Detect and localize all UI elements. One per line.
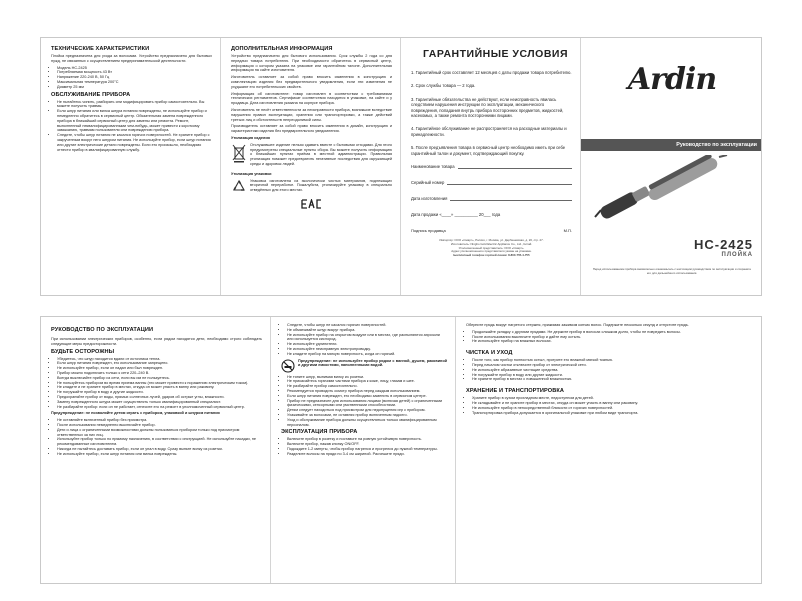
safety-item: • Не используйте прибор, если он падал или был поврежден. [57, 366, 262, 371]
safety-item: • Не разбирайте прибор: если он не работает, отнесите его на ремонт в уполномоченный сервисный центр. [57, 405, 262, 410]
styling-paragraph: Оберните прядь вокруг нагретого стержня, прижимая зажимом кончик волос. Подержите несколько секунд и отпустите прядь. [466, 323, 689, 327]
water-warning-text: Предупреждение: не используйте прибор рядом с ванной, душем, раковиной и другими емкостями, наполненными водой. [298, 358, 447, 368]
safety-item: • Не погружайте прибор в воду и другие жидкости. [57, 390, 262, 395]
precaution-item: • Не используйте удлинители. [287, 342, 447, 347]
spec-item: • Потребляемая мощность 43 Вт [57, 70, 212, 75]
safety-item: • Предохраняйте прибор от воды, прямых солнечных лучей, ударов об острые углы, влажности. [57, 395, 262, 400]
sale-date-field[interactable] [411, 212, 572, 217]
cleaning-list [466, 358, 747, 382]
warning-item: • Никогда не пытайтесь доставать прибор, если он упал в воду. Сразу выньте вилку из розетки. [57, 447, 262, 452]
model-number: HC-2425 [693, 237, 753, 252]
spec-item: • Максимальная температура 200°С [57, 80, 212, 85]
precaution-item: • Если шнур питания поврежден, его необходимо заменить в сервисном центре. [287, 394, 447, 399]
safety-item: • Не пользуйтесь прибором во время приема ванны (это может привести к поражению электрическим током). [57, 381, 262, 386]
safety-item: • Всегда выключайте прибор из сети, если вы им не пользуетесь. [57, 376, 262, 381]
spec-item: • Напряжение 220-240 В, 50 Гц [57, 75, 212, 80]
precaution-item: • Рекомендуется проводить осмотр прибора перед каждым использованием. [287, 389, 447, 394]
precaution-item: • Не тяните шнур, вынимая вилку из розетки. [287, 375, 447, 380]
recycle-text: Отслужившее изделие нельзя сдавать вместе с бытовыми отходами. Для этого предусмотрены специальные пункты сбора. Вы можете получить информацию о ближайших пунктах приёма в местной администрации. Правильная утилизация поможет предотвратить негативные последствия для окружающей среды и здоровья людей. [250, 142, 392, 166]
cover-note: Перед использованием прибора внимательно ознакомьтесь с настоящим руководством по эксплуатации и сохраните его для дальнейшего использования. [592, 267, 752, 275]
extra-p2: Изготовитель оставляет за собой право вносить изменения в конструкцию и комплектацию изделия без предварительного уведомления, если эти изменения не ухудшают его потребительских свойств. [231, 75, 392, 89]
precaution-item: • Детям следует находиться под присмотром для недопущения игр с прибором. [287, 408, 447, 413]
extra-p5: Производитель оставляет за собой право вносить изменения в дизайн, конструкцию и характеристики изделия без предварительного уведомления. [231, 124, 392, 134]
warning-item: • После использования немедленно выключайте прибор. [57, 423, 262, 428]
safety-item: • Прибор можно подключать только к сети 220–240 В. [57, 371, 262, 376]
warning-item: • Не используйте прибор, если шнур питания или вилка повреждены. [57, 452, 262, 457]
address-line: Изготовитель: Ningbo Gold Electric Appliance Co., Ltd., Китай. [450, 241, 533, 246]
safety-item: • Не кладите и не храните прибор в местах, откуда он может упасть в ванну или раковину. [57, 385, 262, 390]
cleaning-title: ЧИСТКА И УХОД [466, 350, 513, 357]
stamp-label: М.П. [563, 228, 572, 234]
precaution-item: • Не используйте неисправную электропроводку. [287, 347, 447, 352]
recycle-title: Утилизация изделия [231, 135, 270, 140]
child-warning-title: Предупреждение: не позволяйте детям играть с прибором, упаковкой и шнуром питания [51, 411, 220, 416]
operation-title: ЭКСПЛУАТАЦИЯ ПРИБОРА [281, 429, 358, 436]
manual-left-column [41, 317, 271, 583]
recycle-icon [231, 179, 247, 195]
styling-item: • Продолжайте укладку с другими прядями. Не держите прибор в волосах слишком долго, чтобы не повредить волосы. [472, 330, 747, 335]
precaution-list [281, 323, 447, 357]
warning-item: • Используйте прибор только по прямому назначению, в соответствии с инструкцией. Не используйте насадки, не рекомендованные изготовителем. [57, 437, 262, 447]
product-name-field[interactable] [411, 164, 572, 169]
manual-right-column [456, 317, 761, 583]
top-page-spread [40, 37, 762, 296]
warranty-item: 3. Гарантийные обязательства не действуют, если неисправность явилась следствием нарушения инструкции по эксплуатации, механического повреждения, попадания внутрь прибора посторонних предметов, жидкостей, насекомых, а также ремонта посторонними лицами. [411, 96, 564, 119]
recycle-block [231, 143, 392, 169]
warranty-item: 2. Срок службы товара — 2 года. [411, 83, 476, 89]
styling-list [466, 330, 747, 344]
storage-list [466, 396, 747, 415]
service-title: ОБСЛУЖИВАНИЕ ПРИБОРА [51, 91, 131, 98]
extra-info-title: ДОПОЛНИТЕЛЬНАЯ ИНФОРМАЦИЯ [231, 46, 333, 52]
crossed-bin-icon [231, 143, 247, 163]
tech-specs-column [41, 38, 221, 295]
address-line: Импортёр: ООО «Смарт», Россия, г. Москва, ул. Дербеневская, д. 20, стр. 27. [439, 238, 544, 243]
storage-title: ХРАНЕНИЕ И ТРАНСПОРТИРОВКА [466, 388, 565, 395]
styling-item: • После использования выключите прибор и дайте ему остыть. [472, 335, 747, 340]
warranty-item: 5. После предъявления товара в сервисный центр необходимо иметь при себе гарантийный талон и документ, подтверждающий покупку. [411, 145, 566, 156]
seller-signature-label: Подпись продавца [411, 228, 446, 234]
spec-list [51, 66, 212, 90]
field-line [450, 199, 572, 201]
storage-item: • Не используйте прибор в непосредственной близости от горячих поверхностей. [472, 406, 747, 411]
styling-item: • Не используйте прибор на влажных волосах. [472, 339, 747, 344]
precaution-item: • Не кладите прибор на мягкую поверхность, когда он горячий. [287, 352, 447, 357]
storage-item: • Храните прибор в сухом прохладном месте, недоступном для детей. [472, 396, 747, 401]
field-label: Серийный номер [411, 180, 445, 186]
precaution-item: • Уход и обслуживание прибора должны осуществляться только квалифицированным персоналом. [287, 418, 447, 428]
extra-p3: Информация об изготовителе: товар изготовлен в соответствии с требованиями технических регламентов. Сертификат соответствия находится в упаковке, на сайте и у продавца. Дата изготовления указана на корпусе прибора. [231, 91, 392, 106]
product-type: ПЛОЙКА [721, 252, 753, 258]
service-item: • Следите, чтобы шнур питания не касался горячих поверхностей. Не храните прибор с закрученным вокруг него шнуром питания. Не используйте прибор, если шнур питания или другие электрические детали повреждены. Если это произошло, необходимо отнести прибор в квалифицированную службу. [57, 133, 212, 152]
address-line: Адрес уполномоченного представителя указан на упаковке. [451, 249, 532, 254]
precaution-item: • Не обматывайте шнур вокруг прибора. [287, 328, 447, 333]
operation-item: • Включите прибор в розетку и поставьте на ровную устойчивую поверхность. [287, 437, 447, 442]
manual-intro: При использовании электрических приборов, особенно, если рядом находятся дети, необходимо строго соблюдать следующие меры предосторожности. [51, 337, 262, 346]
manufacture-date-field[interactable] [411, 196, 572, 201]
water-warning-block [281, 359, 447, 373]
field-line [447, 183, 572, 185]
cleaning-item: • Не используйте абразивные чистящие средства. [472, 368, 747, 373]
field-label: Дата изготовления [411, 196, 448, 202]
operation-item: • Разделите волосы на пряди по 3-4 см шириной. Расчешите пряди. [287, 452, 447, 457]
extra-p4: Изготовитель не несёт ответственности за неисправности прибора, возникшие вследствие нарушения правил эксплуатации, хранения или транспортировки, а также действий третьих лиц и обстоятельств непреодолимой силы. [231, 107, 392, 122]
safety-list [51, 357, 262, 410]
precaution-item: • Прибор не предназначен для использования лицами (включая детей) с ограниченными физическими, сенсорными или умственными способностями. [287, 399, 447, 409]
hotline-line: Бесплатный телефон горячей линии: 8-800-755-4-755 [453, 253, 530, 258]
cover-column [581, 38, 761, 295]
no-bath-icon [281, 359, 295, 373]
precaution-item: • Не используйте прибор на открытом воздухе или в местах, где распыляются аэрозоли или используется кислород. [287, 333, 447, 343]
address-line: Уполномоченный представитель: ООО «Смарт». [458, 245, 525, 250]
safety-item: • Замену поврежденного шнура может осуществлять только квалифицированный специалист. [57, 400, 262, 405]
cleaning-item: • Не погружайте прибор в воду или другие жидкости. [472, 373, 747, 378]
precaution-item: • Ухаживайте за волосами, не оставляя прибор включенным надолго. [287, 413, 447, 418]
warning-item: • Не оставляйте включенный прибор без присмотра. [57, 418, 262, 423]
warranty-column [401, 38, 581, 295]
warranty-item: 4. Гарантийное обслуживание не распространяется на расходные материалы и принадлежности. [411, 126, 567, 137]
tech-intro: Плойка предназначена для ухода за волосами. Устройство предназначено для бытовых нужд, не связанных с осуществлением предпринимательской деятельности. [51, 54, 212, 63]
curling-iron-icon [587, 155, 757, 235]
extra-p1: Устройство предназначено для бытового использования. Срок службы 2 года со дня передачи товара потребителю. При необходимости обратитесь в сервисный центр, информация о котором указана на упаковке или гарантийном талоне. Дополнительная информация на сайте изготовителя. [231, 54, 392, 73]
cleaning-item: • Не храните прибор в местах с повышенной влажностью. [472, 377, 747, 382]
safety-item: • Убедитесь, что шнур находится вдали от источника тепла. [57, 357, 262, 362]
field-label: Наименование товара [411, 164, 455, 170]
serial-number-field[interactable] [411, 180, 572, 185]
field-line [458, 167, 572, 169]
storage-item: • Транспортировка прибора допускается в оригинальной упаковке при любом виде транспорта. [472, 411, 747, 416]
spec-item: • Модель HC-2425 [57, 66, 212, 71]
warranty-title: ГАРАНТИЙНЫЕ УСЛОВИЯ [423, 48, 568, 60]
safety-title: БУДЬТЕ ОСТОРОЖНЫ [51, 348, 115, 355]
eac-mark-icon [301, 199, 323, 209]
warranty-item: 1. Гарантийный срок составляет 12 месяцев с даты продажи товара потребителю. [411, 70, 572, 75]
service-item: • Не пытайтесь чинить, разбирать или модифицировать прибор самостоятельно. Вы можете получить травмы. [57, 100, 212, 110]
operation-item: • Подождите 1-2 минуты, чтобы прибор нагрелся и прогрелся до нужной температуры. [287, 447, 447, 452]
manual-middle-column [271, 317, 456, 583]
cleaning-item: • Перед началом чистки отключите прибор от электрической сети. [472, 363, 747, 368]
brand-logo: Ardin [627, 62, 717, 97]
precaution-list-2 [281, 375, 447, 428]
extra-info-column [221, 38, 401, 295]
manual-title: РУКОВОДСТВО ПО ЭКСПЛУАТАЦИИ [51, 327, 154, 333]
precaution-item: • Не разбирайте прибор самостоятельно. [287, 384, 447, 389]
precaution-item: • Следите, чтобы шнур не касался горячих поверхностей. [287, 323, 447, 328]
bottom-page-spread [40, 316, 762, 584]
spec-item: • Диаметр 25 мм [57, 85, 212, 90]
service-list [51, 100, 212, 153]
pack-text: Упаковка изготовлена из экологически чистых материалов, подлежащих вторичной переработке. Пожалуйста, утилизируйте упаковку в специально отведённых для этого местах. [250, 178, 392, 193]
field-label: Дата продажи «____» __________ 20___ года [411, 212, 501, 218]
pack-title: Утилизация упаковки [231, 171, 272, 176]
signature-row [411, 228, 572, 233]
operation-item: • Включите прибор, нажав кнопку ON/OFF. [287, 442, 447, 447]
precaution-item: • Не прикасайтесь горячими частями прибора к коже, лицу, глазам и шее. [287, 379, 447, 384]
cleaning-item: • После того, как прибор полностью остыл, протрите его влажной мягкой тканью. [472, 358, 747, 363]
operation-list [281, 437, 447, 456]
safety-item: • Если шнур питания поврежден, его использование запрещено. [57, 361, 262, 366]
manual-subtitle: Руководство по эксплуатации [581, 139, 761, 151]
warning-list [51, 418, 262, 456]
service-item: • Если шнур питания или вилка шнура питания повреждены, не используйте прибор и немедленно обратитесь в сервисный центр. Обязательная замена поврежденного прибора в ближайший сервисный центр для замены или ремонта. Ремонт, выполненный неквалифицированными чем-нибудь, может привести к короткому замыканию, травмам пользователя или повреждению прибора. [57, 109, 212, 133]
tech-specs-title: ТЕХНИЧЕСКИЕ ХАРАКТЕРИСТИКИ [51, 46, 150, 52]
pack-block [231, 179, 392, 195]
warning-item: • Дети и лица с ограниченными возможностями должны пользоваться прибором только под присмотром ответственных за них лиц. [57, 428, 262, 438]
storage-item: • Не складывайте и не храните прибор в местах, откуда он может упасть в ванну или раковину. [472, 401, 747, 406]
